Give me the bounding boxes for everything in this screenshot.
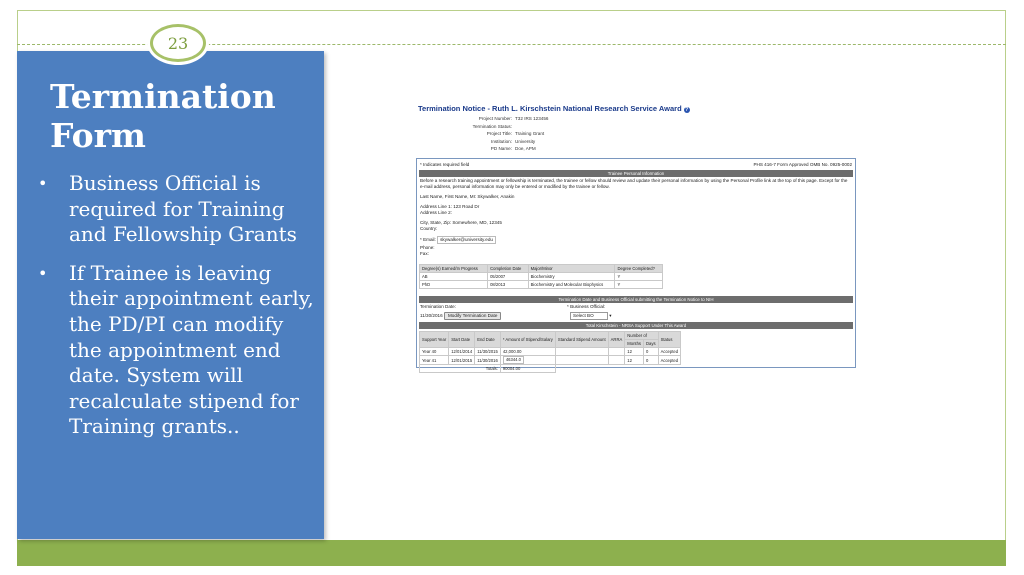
bullet-icon: •: [38, 263, 48, 283]
table-cell: 12: [625, 356, 644, 365]
column-header: Status: [658, 332, 680, 348]
column-header: Standard Stipend Amount: [555, 332, 608, 348]
help-icon[interactable]: ?: [685, 107, 689, 113]
section-personal-info: Trainee Personal Information: [419, 170, 853, 177]
column-header: Days: [644, 340, 659, 348]
totals-label: Totals:: [420, 365, 501, 373]
table-row: [420, 356, 681, 365]
bullet-item: [38, 261, 318, 440]
table-cell: Y: [615, 273, 663, 281]
table-cell: 08/2013: [488, 281, 529, 289]
table-cell: Accepted: [658, 348, 680, 356]
form-box: [416, 158, 856, 371]
table-cell: 12/01/2015: [449, 356, 475, 365]
form-header-row: [420, 162, 852, 167]
title-line-1: Termination: [50, 77, 276, 116]
table-row: [420, 273, 663, 281]
table-row: [420, 281, 663, 289]
table-cell: 11/30/2016: [475, 356, 501, 365]
city-line: City, State, Zip: Somewhere, MD, 12345: [420, 220, 502, 225]
email-field[interactable]: skywalker@university.edu: [437, 236, 496, 244]
form-meta: [468, 115, 548, 153]
table-cell: 12/01/2014: [449, 348, 475, 356]
column-header: * Amount of Stipend/Salary: [500, 332, 555, 348]
meta-row: Institution: University: [491, 138, 536, 144]
table-cell: [555, 356, 608, 365]
section-termination: Termination Date and Business Official submitting the Termination Notice to NIH: [419, 296, 853, 303]
totals-row: [420, 365, 681, 373]
table-cell: Accepted: [658, 356, 680, 365]
termination-date-row: [420, 312, 501, 320]
required-note: * Indicates required field: [420, 162, 470, 167]
column-header: Degree Completed?: [615, 265, 663, 273]
slide-title: [50, 77, 310, 155]
bullet-text: If Trainee is leaving their appointment early, the PD/PI can modify the appointment end date. System will recalculate stipend for Training grants..: [69, 260, 314, 439]
table-cell: 05/2007: [488, 273, 529, 281]
meta-row: Project Number: T32 IRS 123456: [478, 116, 549, 121]
stipend-amount-input[interactable]: 46344.0: [503, 356, 524, 364]
email-row: [420, 236, 851, 244]
section-support: Total Kirschstein - NRSA Support Under This Award: [419, 322, 853, 329]
footer-bar: [17, 540, 1006, 566]
table-header-row: [420, 332, 681, 340]
column-header: Number of: [625, 332, 658, 340]
table-cell: [608, 356, 625, 365]
business-official-select[interactable]: Select BO: [570, 312, 608, 320]
modify-termination-date-button[interactable]: Modify Termination Date: [444, 312, 501, 320]
phone-line: Phone:: [420, 245, 435, 250]
table-cell: 11/30/2015: [475, 348, 501, 356]
column-header: Degree(s) Earned/In Progress: [420, 265, 488, 273]
email-label: * Email:: [420, 237, 436, 242]
intro-text: Before a research training appointment or fellowship is terminated, the trainee or fellow should review and update their personal information by using the Personal Profile link at the top of this page. Except for the e-mail address, personal information may only be entered or modified by the trainee or fellow.: [420, 178, 848, 189]
table-cell: Year 41: [420, 356, 449, 365]
bullet-icon: •: [38, 174, 48, 193]
table-cell: Y: [615, 281, 663, 289]
column-header: Major/Minor: [528, 265, 615, 273]
degree-table: [419, 264, 663, 289]
termination-date-label: Termination Date:: [420, 304, 457, 309]
termination-date-value: 11/30/2016: [420, 313, 443, 318]
bullet-text: Business Official is required for Training and Fellowship Grants: [69, 171, 297, 247]
chevron-down-icon[interactable]: ▾: [608, 313, 612, 318]
meta-row: PD Name: Doe, APM: [490, 146, 536, 151]
column-header: Completion Date: [488, 265, 529, 273]
form-title: Termination Notice - Ruth L. Kirschstein National Research Service Award ?: [418, 104, 689, 113]
support-table: [419, 331, 681, 373]
address-line-1: Address Line 1: 123 Road Dr: [420, 204, 480, 209]
table-cell: 0: [644, 356, 659, 365]
table-cell: Biochemistry: [528, 273, 615, 281]
page-number-badge: 23: [150, 24, 206, 62]
table-cell: 12: [625, 348, 644, 356]
business-official-label: * Business Official:: [567, 304, 606, 309]
table-cell: PhD: [420, 281, 488, 289]
country-line: Country:: [420, 226, 438, 231]
meta-row: Project Title: Training Grant: [486, 131, 545, 136]
business-official-row: [570, 312, 612, 320]
totals-value: 90004.00: [500, 365, 555, 373]
stipend-input-cell: [500, 356, 555, 365]
table-cell: Year 40: [420, 348, 449, 356]
table-cell: [608, 348, 625, 356]
bullet-list: [38, 171, 318, 453]
bullet-item: [38, 171, 318, 248]
table-header-row: [420, 265, 663, 273]
column-header: Start Date: [449, 332, 475, 348]
column-header: ARRA: [608, 332, 625, 348]
title-line-2: Form: [50, 116, 146, 155]
fax-line: Fax:: [420, 251, 429, 256]
omb-number: PHS 416-7 Form Approved OMB No. 0925-0002: [753, 162, 852, 167]
table-row: [420, 348, 681, 356]
table-cell: [555, 348, 608, 356]
column-header: End Date: [475, 332, 501, 348]
table-cell: 42,000.00: [500, 348, 555, 356]
table-cell: Biochemistry and Molecular Biophysics: [528, 281, 615, 289]
column-header: Support Year: [420, 332, 449, 348]
meta-row: Termination Status:: [472, 123, 512, 129]
name-line: Last Name, First Name, MI: Skywalker, Anakin: [420, 194, 515, 199]
table-cell: 0: [644, 348, 659, 356]
address-line-2: Address Line 2:: [420, 210, 452, 215]
table-cell: AB: [420, 273, 488, 281]
column-header: Months: [625, 340, 644, 348]
